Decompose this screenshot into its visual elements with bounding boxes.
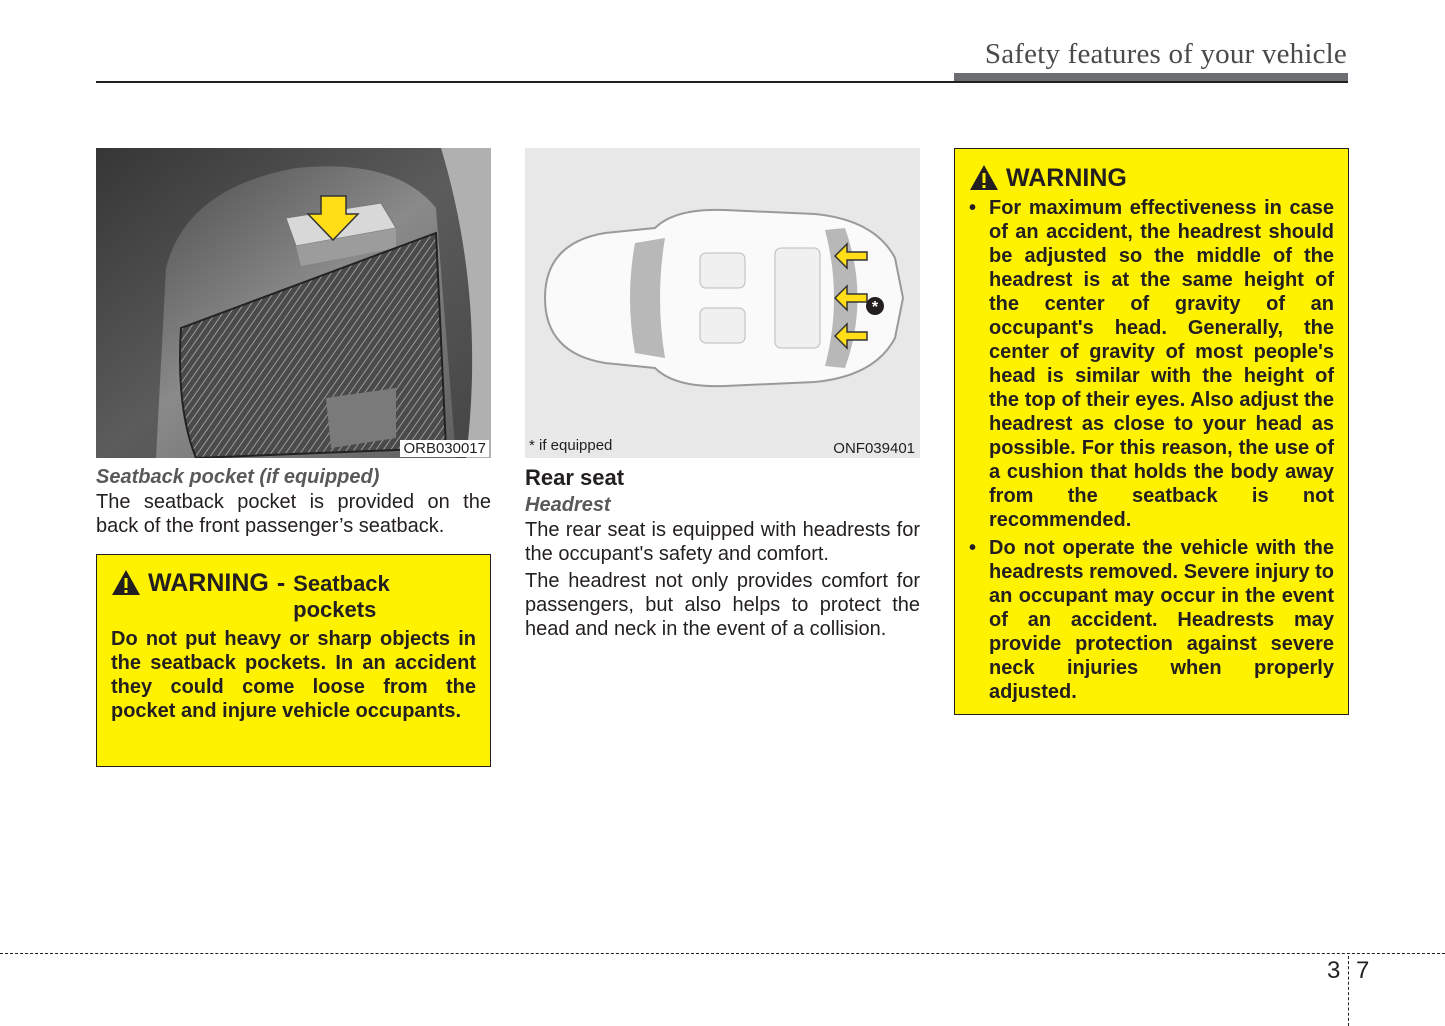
header-rule xyxy=(96,81,1348,83)
seatback-pocket-figure xyxy=(96,148,491,458)
warning-header xyxy=(969,164,1334,192)
warning-headrest-box xyxy=(954,148,1349,715)
rear-seat-paragraph: The headrest not only provides comfort for passengers, but also helps to protect the head and neck in the event of a collision. xyxy=(525,570,920,640)
warning-list xyxy=(969,196,1334,704)
rear-seat-paragraph: The rear seat is equipped with headrests for the occupant's safety and comfort. xyxy=(525,519,920,565)
rear-seat-section xyxy=(525,464,920,644)
bullet: • xyxy=(969,537,977,559)
warning-dash: - xyxy=(276,569,286,597)
warning-subtitle: Seatback pockets xyxy=(293,571,390,622)
figure-code: ONF039401 xyxy=(833,440,915,457)
warning-seatback-box xyxy=(96,554,491,767)
warning-text: Do not put heavy or sharp objects in the seatback pockets. In an accident they could come loose from the pocket and injure vehicle occupants. xyxy=(111,628,476,722)
car-top-view-illustration xyxy=(525,148,920,458)
warning-label: WARNING xyxy=(1006,164,1127,192)
page-header-title: Safety features of your vehicle xyxy=(984,38,1347,70)
rear-seat-figure xyxy=(525,148,920,458)
warning-triangle-icon xyxy=(111,569,141,596)
headrest-subtitle: Headrest xyxy=(525,494,611,516)
warning-triangle-icon xyxy=(969,164,999,191)
footer-divider xyxy=(1348,956,1349,1026)
warning-header xyxy=(111,569,476,623)
page-number: 7 xyxy=(1356,957,1370,984)
footer-rule xyxy=(0,953,1445,954)
warning-item xyxy=(969,196,1334,532)
figure-note: * if equipped xyxy=(529,437,613,454)
warning-item-text: Do not operate the vehicle with the headrests removed. Severe injury to an occupant may occur in the event of an accident. Headrests may provide protection against severe neck injuries when properly adjusted. xyxy=(989,537,1334,703)
warning-item xyxy=(969,536,1334,704)
svg-text:*: * xyxy=(871,299,879,316)
bullet: • xyxy=(969,197,977,219)
warning-label: WARNING xyxy=(148,569,269,597)
seatback-subtitle: Seatback pocket (if equipped) xyxy=(96,466,380,488)
section-number: 3 xyxy=(1327,957,1341,984)
seatback-pocket-illustration xyxy=(96,148,491,458)
figure-code: ORB030017 xyxy=(400,440,489,457)
warning-item-text: For maximum effectiveness in case of an accident, the headrest should be adjusted so the middle of the headrest is at the same height of the center of gravity of an occupant's head. Generally, the center of gravity of most people's head is similar with the height of the top of their eyes. Also adjust the headrest as close to your head as possible. For this reason, the use of a cushion that holds the body away from the seatback is not recommended. xyxy=(989,197,1334,531)
seatback-section xyxy=(96,464,491,541)
rear-seat-title: Rear seat xyxy=(525,465,625,490)
seatback-text: The seatback pocket is provided on the back of the front passenger’s seatback. xyxy=(96,491,491,537)
